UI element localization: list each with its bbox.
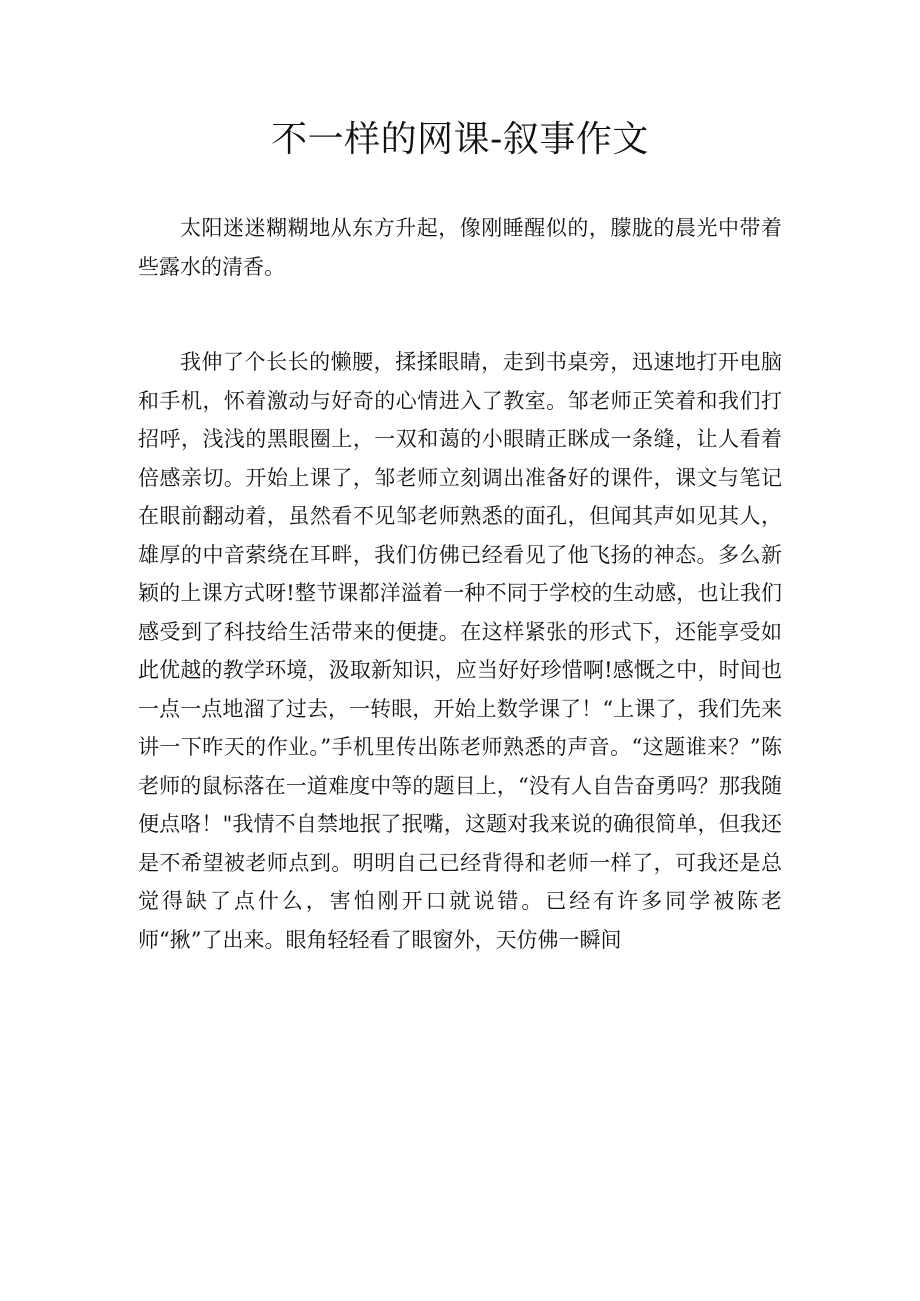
paragraph-2: 我伸了个长长的懒腰，揉揉眼睛，走到书桌旁，迅速地打开电脑和手机，怀着激动与好奇的心情进入了教室。邹老师正笑着和我们打招呼，浅浅的黑眼圈上，一双和蔼的小眼睛正眯成一条缝，让人看着倍感亲切。开始上课了，邹老师立刻调出准备好的课件，课文与笔记在眼前翻动着，虽然看不见邹老师熟悉的面孔，但闻其声如见其人，雄厚的中音萦绕在耳畔，我们仿佛已经看见了他飞扬的神态。多么新颖的上课方式呀!整节课都洋溢着一种不同于学校的生动感，也让我们感受到了科技给生活带来的便捷。在这样紧张的形式下，还能享受如此优越的教学环境，汲取新知识，应当好好珍惜啊!感慨之中，时间也一点一点地溜了过去，一转眼，开始上数学课了！“上课了，我们先来讲一下昨天的作业。”手机里传出陈老师熟悉的声音。“这题谁来？”陈老师的鼠标落在一道难度中等的题目上，“没有人自告奋勇吗？那我随便点咯！"我情不自禁地抿了抿嘴，这题对我来说的确很简单，但我还是不希望被老师点到。明明自己已经背得和老师一样了，可我还是总觉得缺了点什么，害怕刚开口就说错。已经有许多同学被陈老师“揪”了出来。眼角轻轻看了眼窗外，天仿佛一瞬间 [138, 350, 782, 952]
paragraph-1: 太阳迷迷糊糊地从东方升起，像刚睡醒似的，朦胧的晨光中带着些露水的清香。 [138, 216, 782, 279]
document-title: 不一样的网课-叙事作文 [271, 119, 649, 160]
